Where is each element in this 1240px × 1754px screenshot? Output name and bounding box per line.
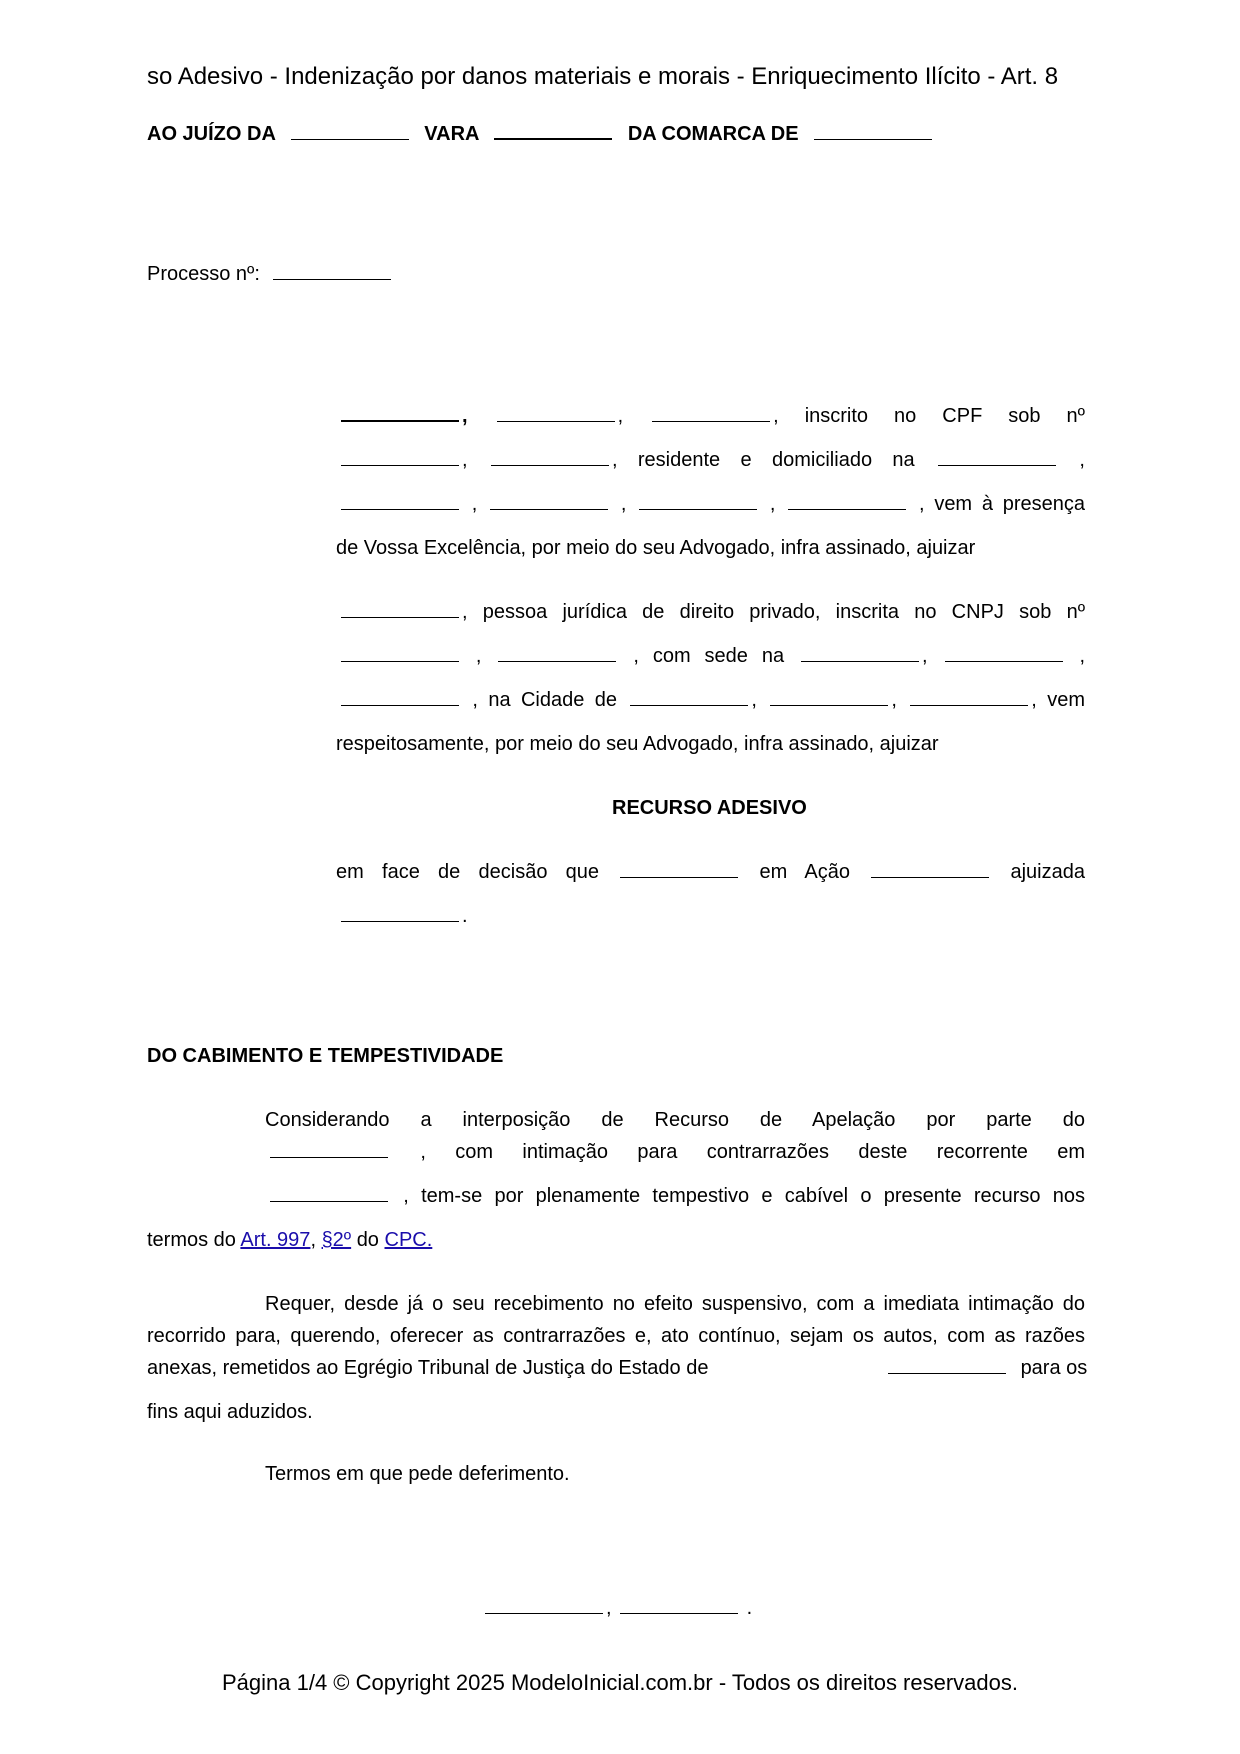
blank-field [620,861,738,878]
blank-field [341,449,459,466]
party1-line1: , , , inscrito no CPF sob nº [338,404,1085,428]
party2-line1: , pessoa jurídica de direito privado, inscrita no CNPJ sob nº [338,600,1085,624]
blank-field [770,689,888,706]
link-paragraph-2[interactable]: §2º [321,1229,352,1251]
blank-field [652,405,770,422]
para1-line1: Considerando a interposição de Recurso de Apelação por parte do [265,1109,1085,1131]
link-art-997[interactable]: Art. 997 [240,1229,311,1251]
blank-field [801,645,919,662]
blank-field [341,601,459,618]
blank-field [270,1185,388,1202]
link-cpc[interactable]: CPC. [384,1229,433,1251]
blank-field [788,493,906,510]
party2-line2: , , com sede na , , [338,644,1085,668]
party1-line2: , , residente e domiciliado na , [338,448,1085,472]
blank-field [341,689,459,706]
blank-field [341,404,459,422]
blank-field [938,449,1056,466]
running-header [147,60,1097,94]
blank-field [497,405,615,422]
blank-field [341,905,459,922]
document-title: RECURSO ADESIVO [612,797,807,819]
section-heading: DO CABIMENTO E TEMPESTIVIDADE [147,1045,504,1067]
party2-line4: respeitosamente, por meio do seu Advogado, infra assinado, ajuizar [336,733,939,755]
para1-line2: , com intimação para contrarrazões deste recorrente em [267,1140,1085,1164]
decision-line2: . [338,904,468,928]
blank-field [910,689,1028,706]
blank-field [494,122,612,140]
blank-field [491,449,609,466]
party1-line3: , , , , vem à presença [338,492,1085,516]
closing-line: Termos em que pede deferimento. [265,1463,570,1485]
blank-field [871,861,989,878]
blank-field [341,645,459,662]
blank-field [270,1141,388,1158]
blank-field [630,689,748,706]
blank-field [273,263,391,280]
para2-line1: Requer, desde já o seu recebimento no efeito suspensivo, com a imediata intimação do [265,1293,1085,1315]
para1-line4: termos do Art. 997, §2º do CPC. [147,1229,433,1251]
decision-line1: em face de decisão que em Ação ajuizada [336,861,1085,883]
place-date-line: , . [482,1596,752,1620]
para2-line2: recorrido para, querendo, oferecer as contrarrazões e, ato contínuo, sejam os autos, com as razões [147,1325,1085,1347]
blank-field [639,493,757,510]
blank-field [485,1597,603,1614]
party2-line3: , na Cidade de , , , vem [338,688,1085,712]
running-title: so Adesivo - Indenização por danos materiais e morais - Enriquecimento Ilícito - Art. 8 [147,63,1059,90]
blank-field [888,1357,1006,1374]
blank-field [814,123,932,140]
para2-line3: anexas, remetidos ao Egrégio Tribunal de Justiça do Estado de para os [147,1357,1088,1379]
blank-field [291,123,409,140]
page-footer [0,1668,1240,1698]
para1-line3: , tem-se por plenamente tempestivo e cabível o presente recurso nos [267,1184,1085,1208]
blank-field [498,645,616,662]
blank-field [341,493,459,510]
process-number: Processo nº: [147,262,394,286]
blank-field [945,645,1063,662]
blank-field [490,493,608,510]
party1-line4: de Vossa Excelência, por meio do seu Advogado, infra assinado, ajuizar [336,537,976,559]
footer-text: Página 1/4 © Copyright 2025 ModeloInicial.com.br - Todos os direitos reservados. [222,1670,1018,1695]
blank-field [620,1597,738,1614]
court-address: AO JUÍZO DA VARA DA COMARCA DE [147,122,935,146]
para2-line4: fins aqui aduzidos. [147,1401,313,1423]
